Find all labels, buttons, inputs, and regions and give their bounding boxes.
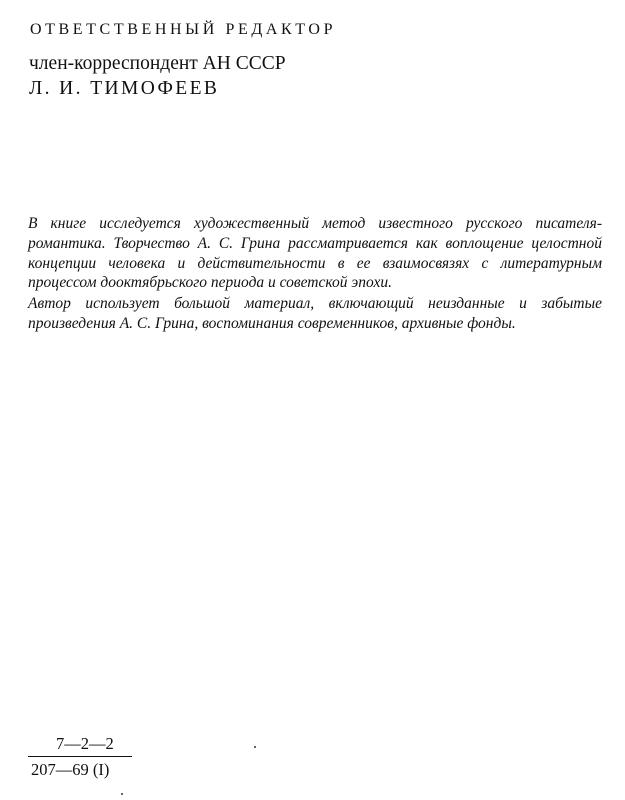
- catalog-code: [28, 734, 132, 780]
- catalog-code-rule: [28, 756, 132, 757]
- editor-rank: член-корреспондент АН СССР: [29, 53, 286, 74]
- abstract-paragraph: Автор использует большой материал, включающий неизданные и забытые произведения А. С. Грина, воспоминания современников, архивные фонды.: [28, 295, 602, 332]
- editor-heading: ОТВЕТСТВЕННЫЙ РЕДАКТОР: [30, 21, 337, 38]
- catalog-code-denominator: 207—69 (I): [31, 760, 110, 779]
- print-speck: [121, 793, 123, 795]
- abstract-paragraph: В книге исследуется художественный метод известного русского писателя-романтика. Творчество А. С. Грина рассматривается как воплощение целостной концепции человека и действительности в ее взаимосвязях с литературным процессом дооктябрьского периода и советской эпохи.: [28, 215, 602, 292]
- abstract: [28, 214, 602, 334]
- catalog-code-numerator: 7—2—2: [56, 734, 114, 753]
- print-speck: [254, 746, 256, 748]
- editor-name: Л. И. ТИМОФЕЕВ: [29, 78, 220, 99]
